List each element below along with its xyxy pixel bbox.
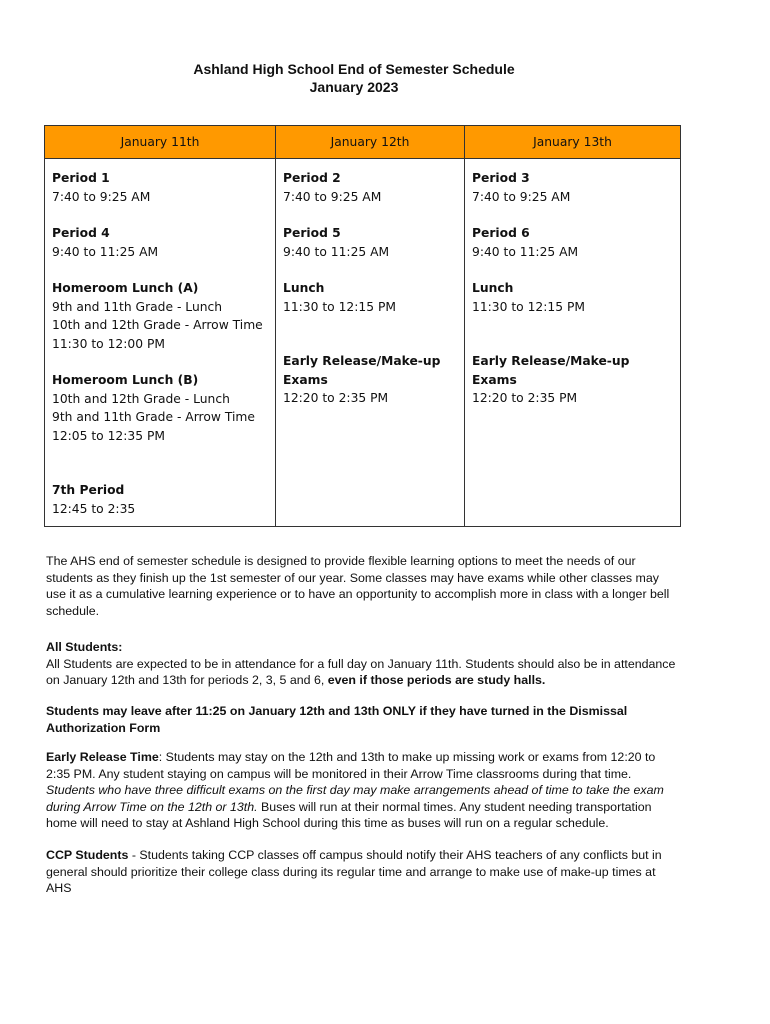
early-release-jan-12-block [283, 352, 457, 408]
title-line-1: Ashland High School End of Semester Schedule [193, 61, 515, 77]
early-release-heading: Early Release Time [46, 750, 159, 764]
ccp-section [46, 847, 678, 897]
all-students-section [46, 639, 678, 689]
ccp-heading: CCP Students [46, 848, 129, 862]
homeroom-lunch-a-line-1: 9th and 11th Grade - Lunch [52, 299, 223, 314]
lunch-jan-13-title: Lunch [472, 281, 514, 295]
early-release-jan-12-title-2: Exams [283, 372, 328, 387]
lunch-jan-13-block [472, 279, 673, 316]
early-release-jan-12-title-1: Early Release/Make-up [283, 354, 441, 368]
period-5-time: 9:40 to 11:25 AM [283, 244, 390, 259]
homeroom-lunch-a-block [52, 279, 268, 353]
period-7-block [52, 481, 268, 518]
all-students-text: All Students are expected to be in attendance for a full day on January 11th. Students should also be in attendance on January 12th and 13th for periods 2, 3, 5 and 6, [46, 656, 676, 687]
early-release-text-2: Buses will run at their normal times. Any student needing transportation home will need to stay at Ashland High School during this time as buses will run on a regular schedule. [46, 799, 652, 830]
period-2-title: Period 2 [283, 171, 341, 185]
homeroom-lunch-b-line-1: 10th and 12th Grade - Lunch [52, 391, 230, 406]
early-release-jan-13-title: Early Release/Make-up Exams [472, 354, 630, 387]
period-5-block [283, 224, 457, 261]
period-7-time: 12:45 to 2:35 [52, 501, 136, 516]
period-1-block [52, 169, 268, 206]
schedule-header-row [45, 126, 681, 159]
all-students-bold-note: even if those periods are study halls. [327, 673, 546, 687]
document-title [0, 60, 708, 96]
early-release-italic-note: Students who have three difficult exams on the first day may make arrangements ahead of time to take the exam during Arrow Time on the 12th or 13th. [46, 783, 664, 814]
schedule-body-row [45, 159, 681, 527]
header-jan-12: January 12th [276, 126, 465, 159]
period-3-time: 7:40 to 9:25 AM [472, 189, 571, 204]
period-3-block [472, 169, 673, 206]
title-line-2: January 2023 [309, 79, 399, 95]
homeroom-lunch-a-title: Homeroom Lunch (A) [52, 281, 199, 295]
period-1-time: 7:40 to 9:25 AM [52, 189, 151, 204]
header-jan-13: January 13th [465, 126, 681, 159]
period-7-title: 7th Period [52, 483, 125, 497]
homeroom-lunch-b-title: Homeroom Lunch (B) [52, 373, 199, 387]
early-release-jan-12-time: 12:20 to 2:35 PM [283, 391, 389, 405]
leave-notice-text: Students may leave after 11:25 on January 12th and 13th ONLY if they have turned in the Dismissal Authorization Form [46, 704, 628, 735]
lunch-jan-12-time: 11:30 to 12:15 PM [283, 299, 396, 314]
period-6-block [472, 224, 673, 261]
schedule-cell-jan-12 [276, 159, 465, 527]
period-4-time: 9:40 to 11:25 AM [52, 244, 159, 259]
homeroom-lunch-a-time: 11:30 to 12:00 PM [52, 336, 165, 351]
period-5-title: Period 5 [283, 226, 341, 240]
schedule-cell-jan-13 [465, 159, 681, 527]
all-students-heading: All Students: [46, 640, 123, 654]
lunch-jan-13-time: 11:30 to 12:15 PM [472, 299, 585, 314]
ccp-text: - Students taking CCP classes off campus should notify their AHS teachers of any conflicts but in general should prioritize their college class during its regular time and arrange to make use of make-up times at AHS [46, 848, 662, 895]
period-2-block [283, 169, 457, 206]
homeroom-lunch-b-time: 12:05 to 12:35 PM [52, 428, 165, 443]
homeroom-lunch-b-block [52, 371, 268, 445]
leave-notice [46, 703, 678, 736]
period-6-time: 9:40 to 11:25 AM [472, 244, 579, 259]
schedule-cell-jan-11 [45, 159, 276, 527]
early-release-jan-13-block [472, 352, 673, 408]
early-release-section [46, 749, 678, 832]
lunch-jan-12-block [283, 279, 457, 316]
homeroom-lunch-a-line-2: 10th and 12th Grade - Arrow Time [52, 318, 263, 332]
early-release-text-1: : Students may stay on the 12th and 13th to make up missing work or exams from 12:20 to 2:35 PM. Any student staying on campus will be monitored in their Arrow Time classrooms during that time. [46, 750, 656, 781]
header-jan-11: January 11th [45, 126, 276, 159]
schedule-table [44, 125, 681, 527]
period-1-title: Period 1 [52, 171, 110, 185]
period-6-title: Period 6 [472, 226, 530, 240]
lunch-jan-12-title: Lunch [283, 281, 325, 295]
period-2-time: 7:40 to 9:25 AM [283, 189, 382, 204]
early-release-jan-13-time: 12:20 to 2:35 PM [472, 391, 578, 405]
period-4-block [52, 224, 268, 261]
period-4-title: Period 4 [52, 226, 110, 240]
homeroom-lunch-b-line-2: 9th and 11th Grade - Arrow Time [52, 410, 255, 424]
period-3-title: Period 3 [472, 171, 530, 185]
intro-paragraph: The AHS end of semester schedule is designed to provide flexible learning options to meet the needs of our students as they finish up the 1st semester of our year. Some classes may have exams while other classes may use it as a cumulative learning experience or to have an opportunity to accomplish more in class with a longer bell schedule. [46, 554, 670, 618]
